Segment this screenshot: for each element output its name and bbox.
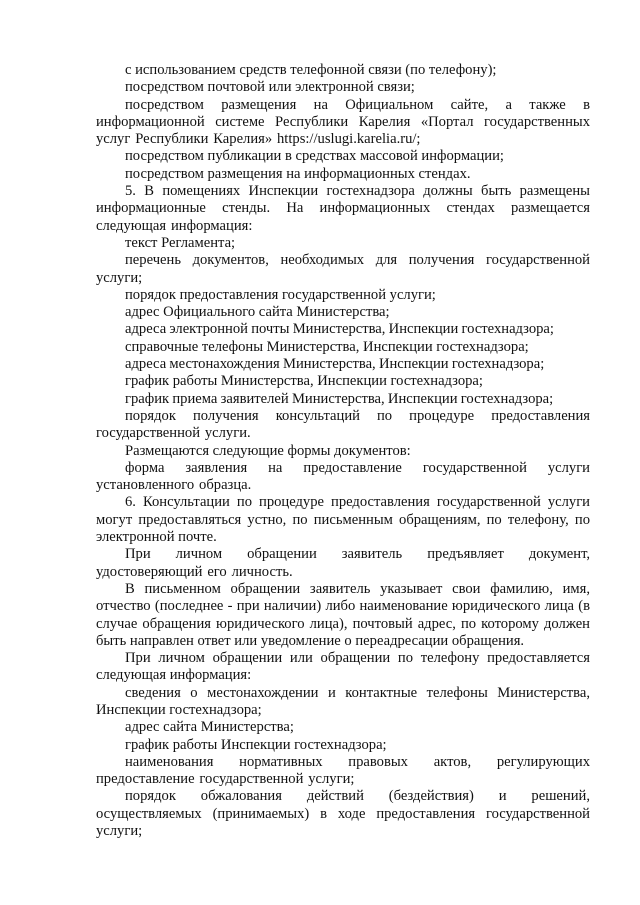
paragraph-phone-info: с использованием средств телефонной связи (по телефону);	[125, 62, 497, 78]
paragraph-media-info: посредством публикации в средствах массовой информации;	[125, 148, 504, 165]
list-item-reception-schedule: график приема заявителей Министерства, Инспекции гостехнадзора;	[125, 390, 554, 407]
paragraph-stands-info: посредством размещения на информационных стендах.	[125, 165, 471, 182]
list-item-application-form: форма заявления на предоставление государственной услуги установленного образца.	[96, 459, 590, 494]
paragraph-website-info: посредством размещения на Официальном сайте, а также в информационной системе Республики Карелия «Портал государственных услуг Республики Карелия» https://uslugi.karelia.ru/;	[96, 96, 590, 148]
paragraph-personal-appeal: При личном обращении заявитель предъявляет документ, удостоверяющий его личность.	[96, 546, 590, 580]
list-item-regulation-text: текст Регламента;	[125, 234, 236, 251]
list-item-location-contacts: сведения о местонахождении и контактные телефоны Министерства, Инспекции гостехнадзора;	[96, 684, 590, 718]
list-item-consultation-procedure: порядок получения консультаций по процедуре предоставления государственной услуги.	[96, 407, 590, 442]
list-item-site-address: адрес сайта Министерства;	[125, 719, 294, 736]
list-item-work-schedule: график работы Министерства, Инспекции гостехнадзора;	[125, 373, 483, 390]
paragraph-phone-appeal: При личном обращении или обращении по телефону предоставляется следующая информация:	[96, 650, 590, 684]
list-item-reference-phones: справочные телефоны Министерства, Инспекции гостехнадзора;	[125, 338, 529, 355]
document-body	[96, 62, 590, 840]
list-item-locations: адреса местонахождения Министерства, Инспекции гостехнадзора;	[125, 356, 545, 373]
list-item-documents-list: перечень документов, необходимых для получения государственной услуги;	[96, 252, 590, 286]
paragraph-document-forms: Размещаются следующие формы документов:	[125, 442, 411, 459]
list-item-service-procedure: порядок предоставления государственной услуги;	[125, 286, 436, 303]
list-item-legal-acts: наименования нормативных правовых актов, регулирующих предоставление государственной услуги;	[96, 753, 590, 788]
paragraph-section-5: 5. В помещениях Инспекции гостехнадзора должны быть размещены информационные стенды. На информационных стендах размещается следующая информация:	[96, 183, 590, 234]
list-item-email-addresses: адреса электронной почты Министерства, Инспекции гостехнадзора;	[125, 321, 554, 338]
paragraph-section-6: 6. Консультации по процедуре предоставления государственной услуги могут предоставляться устно, по письменным обращениям, по телефону, по электронной почте.	[96, 494, 590, 546]
list-item-website-address: адрес Официального сайта Министерства;	[125, 304, 390, 321]
list-item-appeal-procedure: порядок обжалования действий (бездействия) и решений, осуществляемых (принимаемых) в ходе предоставления государственной услуги;	[96, 788, 590, 840]
paragraph-written-appeal: В письменном обращении заявитель указывает свои фамилию, имя, отчество (последнее - при наличии) либо наименование юридического лица (в случае обращения юридического лица), почтовый адрес, по которому должен быть направлен ответ или уведомление о переадресации обращения.	[96, 580, 590, 649]
paragraph-mail-info: посредством почтовой или электронной связи;	[125, 79, 415, 96]
list-item-inspection-schedule: график работы Инспекции гостехнадзора;	[125, 736, 387, 753]
